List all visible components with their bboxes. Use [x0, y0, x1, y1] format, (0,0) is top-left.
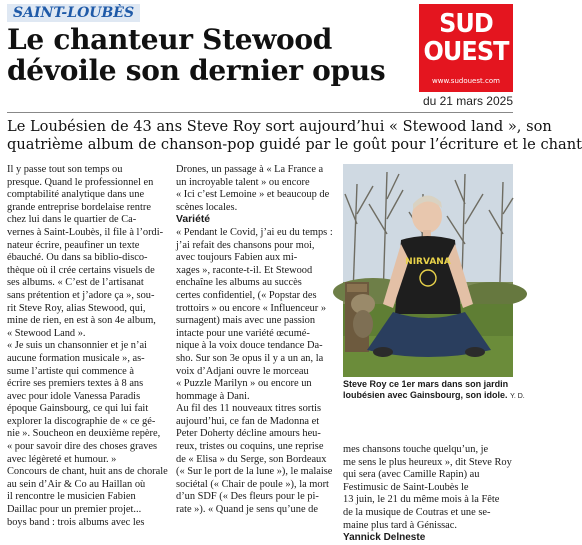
article-column-1 [7, 164, 169, 529]
text-line: époque Gainsbourg, ce qui lui fait [7, 403, 149, 415]
text-line: ébauché. Ou dans sa biblio-disco- [7, 252, 148, 264]
text-line: hommage à Dani. [176, 390, 250, 402]
text-line: de la musique de Coutras et une se- [343, 506, 491, 518]
text-line: scènes locales. [176, 201, 238, 213]
text-line: nateur écrire, peaufiner un texte [7, 239, 140, 251]
text-line: trottoirs » ou encore « Influenceur » [176, 302, 327, 314]
logo-line: SUD [439, 9, 493, 39]
lead-line: Le Loubésien de 43 ans Steve Roy sort aujourd’hui « Stewood land », son [7, 118, 552, 135]
caption-line [343, 390, 525, 402]
text-line: voix d’Adjani ouvre le morceau [176, 365, 309, 377]
text-line: « Stewood Land ». [7, 327, 86, 339]
text-line: sho. Sur son 3e opus il y a un an, la [176, 352, 324, 364]
publication-date: du 21 mars 2025 [422, 94, 513, 108]
text-line: Drones, un passage à « La France a [176, 164, 324, 175]
text-line: mes chansons touche quelqu’un, je [343, 444, 489, 455]
photo-credit: Y. D. [510, 393, 525, 400]
text-line: vernes à Saint-Loubès, il file à l’ordi- [7, 226, 164, 238]
text-line: grande entreprise bordelaise rentre [7, 201, 151, 213]
text-line: « Pendant le Covid, j’ai eu du temps : [176, 226, 333, 238]
article-column-3 [343, 444, 513, 545]
text-line: certes confidentiel, (« Popstar des [176, 289, 317, 301]
text-line: nique à la voix douce tendance Da- [176, 340, 323, 352]
text-line: reux, tristes ou coquins, une reprise [176, 441, 324, 453]
sud-ouest-logo [419, 4, 513, 92]
text-line: j’ai refait des chansons pour moi, [176, 239, 315, 251]
text-line: qui sera (avec Camille Rapin) au [343, 469, 480, 481]
text-line: rit Steve Roy, alias Stewood, qui, [7, 302, 146, 314]
text-line: xages », raconte-t-il. Et Stewood [176, 264, 313, 276]
headline-line: Le chanteur Stewood [7, 23, 333, 56]
text-line: il rencontre le musicien Fabien [7, 491, 136, 503]
text-line: de « Elisa » du Serge, son Bordeaux [176, 453, 327, 465]
text-line: avec pour idole Vanessa Paradis [7, 390, 141, 402]
text-line: avec toujours Fabien aux mi- [176, 252, 298, 264]
logo-line: OUEST [423, 37, 509, 67]
headline-line: dévoile son dernier opus [7, 54, 386, 87]
text-line: aucune formation musicale », as- [7, 352, 145, 364]
text-line: « Puzzle Marilyn » ou encore un [176, 378, 312, 390]
text-line: écrire ses premiers textes à 8 ans [7, 378, 144, 390]
lead-paragraph [7, 118, 582, 154]
byline: Yannick Delneste [343, 532, 426, 544]
text-line: sans prétention et j’adore ça », sou- [7, 289, 155, 301]
text-line: avec légèreté et humour. » [7, 453, 117, 465]
photo-caption [343, 379, 525, 402]
text-line: boys band : trois albums avec les [7, 516, 145, 528]
text-line: (« Sur le port de la lune »), le malaise [176, 466, 333, 478]
text-line: intacte pour une variété œcumé- [176, 327, 310, 339]
text-line: Au fil des 11 nouveaux titres sortis [176, 403, 322, 415]
text-line: Concours de chant, huit ans de chorale [7, 466, 168, 478]
section-kicker: SAINT-LOUBÈS [7, 4, 140, 22]
text-line: Peter Doherty décline amours heu- [176, 428, 321, 440]
text-line: enchaîne les albums au succès [176, 277, 302, 289]
article-photo [343, 164, 513, 377]
shirt-lettering: NIRVANA [405, 257, 451, 267]
text-line: « Je suis un chansonnier et je n’ai [7, 340, 147, 352]
text-line: comptabilité analytique dans une [7, 189, 145, 201]
text-line: Festimusic de Saint-Loubès le [343, 481, 469, 493]
text-line: ses albums. « C’est de l’artisanat [7, 277, 144, 289]
text-line: 13 juin, le 21 du même mois à la Fête [343, 494, 500, 506]
text-line: sociétal (« Chair de poule »), la mort [176, 478, 329, 490]
text-line: chez lui dans le quartier de Ca- [7, 214, 137, 226]
text-line: mine de rien, en est à son 4e album, [7, 315, 156, 327]
headline [7, 24, 407, 86]
article-column-2 [176, 164, 338, 517]
text-line: d’un SDF (« Des fleurs pour le pi- [176, 491, 319, 503]
text-line: rate »). « Quand je sens qu’une de [176, 504, 318, 516]
text-line: Il y passe tout son temps ou [7, 164, 123, 175]
caption-text: loubésien avec Gainsbourg, son idole. [343, 390, 508, 400]
subheading: Variété [176, 214, 211, 226]
photo-illustration [343, 164, 513, 377]
text-line: thèque où il crée certains visuels de [7, 264, 155, 276]
caption-line: Steve Roy ce 1er mars dans son jardin [343, 379, 509, 389]
text-line: « pour savoir dire des choses graves [7, 441, 158, 453]
text-line: nie ». Soucheon en deuxième repère, [7, 428, 161, 440]
divider [7, 112, 513, 113]
text-line: surnagent) mais avec une passion [176, 315, 316, 327]
text-line: presque. Quand le professionnel en [7, 176, 154, 188]
text-line: Daillac pour un premier projet... [7, 504, 142, 516]
text-line: maine plus tard à Génissac. [343, 519, 457, 531]
text-line: sume l’artiste qui commence à [7, 365, 134, 377]
text-line: me sens le plus heureux », dit Steve Roy [343, 456, 512, 468]
text-line: un incroyable talent » ou encore [176, 176, 310, 188]
lead-line: quatrième album de chanson-pop guidé par le goût pour l’écriture et le chant [7, 136, 582, 153]
text-line: au sein d’Air & Co au Haillan où [7, 478, 146, 490]
logo-url: www.sudouest.com [432, 77, 500, 85]
text-line: explorer la discographie de « ce gé- [7, 415, 156, 427]
text-line: « Ici c’est Lemoine » et beaucoup de [176, 189, 330, 201]
text-line: aujourd’hui, ce fan de Madonna et [176, 415, 320, 427]
